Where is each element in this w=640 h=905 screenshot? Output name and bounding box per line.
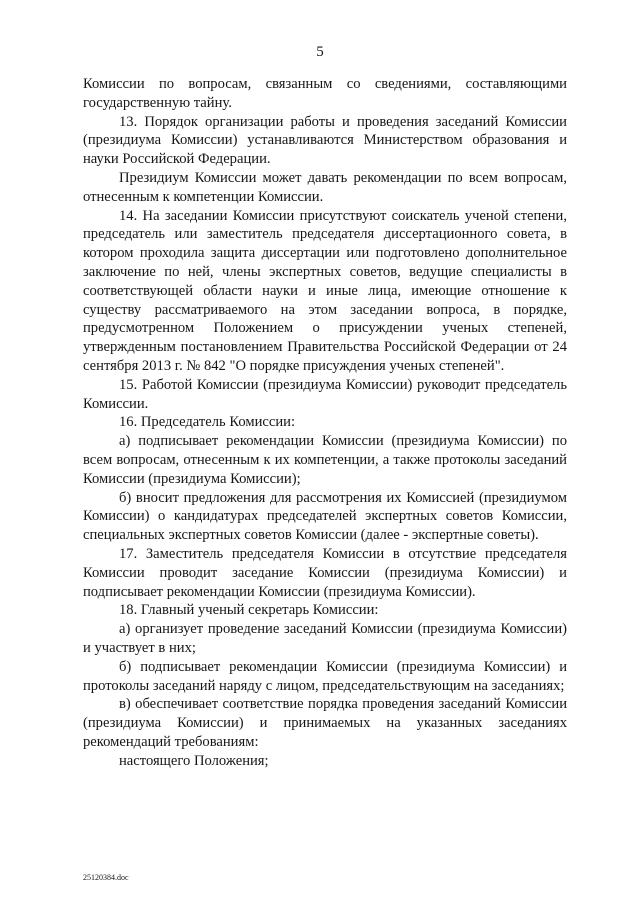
paragraph-17: 17. Заместитель председателя Комиссии в отсутствие председателя Комиссии проводит заседание Комиссии (президиума Комиссии) и подписывает рекомендации Комиссии (президиума Комиссии). xyxy=(83,545,567,600)
paragraph-presidium: Президиум Комиссии может давать рекомендации по всем вопросам, отнесенным к компетенции Комиссии. xyxy=(83,169,567,205)
paragraph-15: 15. Работой Комиссии (президиума Комиссии) руководит председатель Комиссии. xyxy=(83,376,567,412)
paragraph-13: 13. Порядок организации работы и проведения заседаний Комиссии (президиума Комиссии) устанавливаются Министерством образования и науки Российской Федерации. xyxy=(83,113,567,168)
paragraph-14: 14. На заседании Комиссии присутствуют соискатель ученой степени, председатель или заместитель председателя диссертационного совета, в котором проходила защита диссертации или подготовлено дополнительное заключение по ней, члены экспертных советов, ведущие специалисты в соответствующей области науки и иные лица, имеющие отношение к существу рассматриваемого на этом заседании вопроса, в порядке, предусмотренном Положением о присуждении ученых степеней, утвержденным постановлением Правительства Российской Федерации от 24 сентября 2013 г. № 842 "О порядке присуждения ученых степеней". xyxy=(83,207,567,374)
paragraph-18: 18. Главный ученый секретарь Комиссии: xyxy=(119,602,379,619)
file-name-footer: 25120384.doc xyxy=(83,873,129,882)
paragraph-18c-item: настоящего Положения; xyxy=(119,752,269,769)
page-number: 5 xyxy=(316,44,324,60)
paragraph-16b: б) вносит предложения для рассмотрения их Комиссией (президиумом Комиссии) о кандидатурах председателей экспертных советов Комиссии, специальных экспертных советов Комиссии (далее - экспертные советы). xyxy=(83,489,567,544)
paragraph-16a: а) подписывает рекомендации Комиссии (президиума Комиссии) по всем вопросам, отнесенным к их компетенции, а также протоколы заседаний Комиссии (президиума Комиссии); xyxy=(83,433,567,487)
paragraph-18b: б) подписывает рекомендации Комиссии (президиума Комиссии) и протоколы заседаний наряду с лицом, председательствующим на заседаниях; xyxy=(83,658,567,694)
document-body xyxy=(83,75,567,770)
paragraph-16: 16. Председатель Комиссии: xyxy=(119,414,296,431)
paragraph-continuation: Комиссии по вопросам, связанным со сведениями, составляющими государственную тайну. xyxy=(83,76,567,111)
paragraph-18a: а) организует проведение заседаний Комиссии (президиума Комиссии) и участвует в них; xyxy=(83,621,567,656)
paragraph-18c: в) обеспечивает соответствие порядка проведения заседаний Комиссии (президиума Комиссии) и принимаемых на указанных заседаниях рекомендаций требованиям: xyxy=(83,696,567,750)
